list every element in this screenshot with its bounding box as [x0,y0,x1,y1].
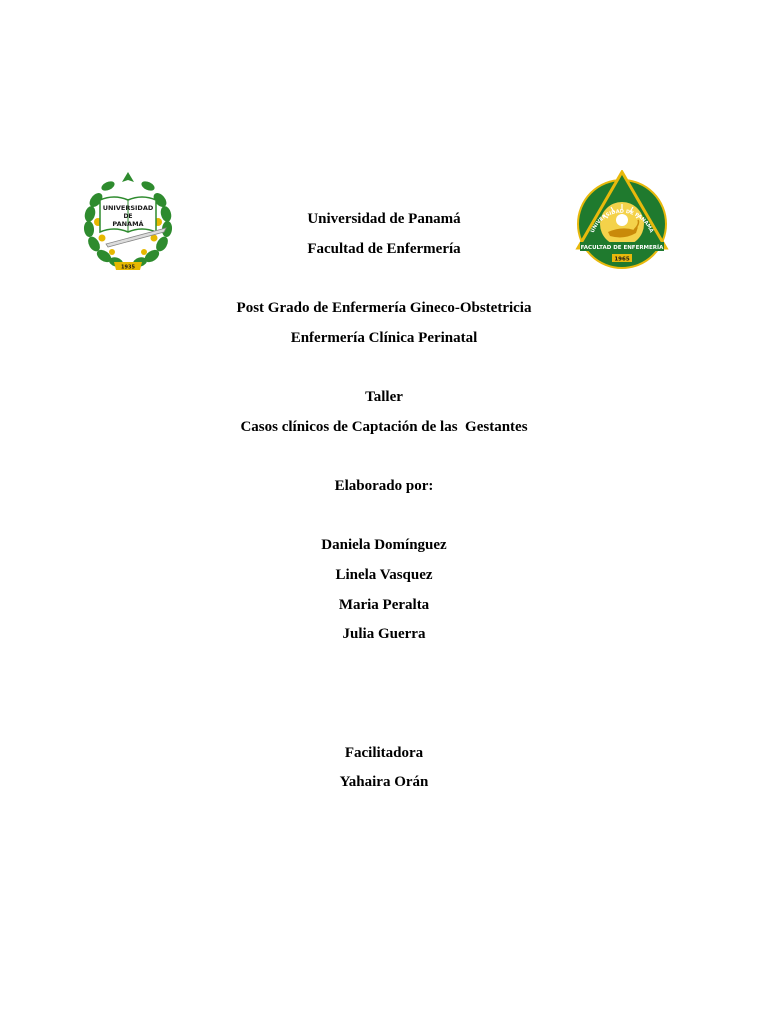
postgrad-program: Post Grado de Enfermería Gineco-Obstetricia [236,300,532,316]
author-name: Julia Guerra [342,626,426,642]
facilitator-name: Yahaira Orán [339,774,429,790]
university-name: Universidad de Panamá [307,211,461,227]
svg-text:DE: DE [123,213,133,220]
svg-text:1935: 1935 [121,264,135,271]
author-name: Maria Peralta [338,597,430,613]
svg-text:UNIVERSIDAD: UNIVERSIDAD [102,204,154,212]
svg-text:1965: 1965 [614,256,630,263]
faculty-name: Facultad de Enfermería [307,241,461,257]
author-name: Linela Vasquez [335,567,433,583]
assignment-type: Taller [365,389,403,405]
assignment-title: Casos clínicos de Captación de las Gestantes [240,419,528,435]
author-name: Daniela Domínguez [321,537,447,553]
authors-label: Elaborado por: [334,478,434,494]
facilitator-label: Facilitadora [344,745,424,761]
course-name: Enfermería Clínica Perinatal [290,330,478,346]
svg-text:UNIVERSIDAD DE PANAMÁ: UNIVERSIDAD DE PANAMÁ [589,208,655,234]
svg-text:PANAMÁ: PANAMÁ [112,220,144,228]
svg-text:FACULTAD DE ENFERMERÍA: FACULTAD DE ENFERMERÍA [580,245,664,251]
